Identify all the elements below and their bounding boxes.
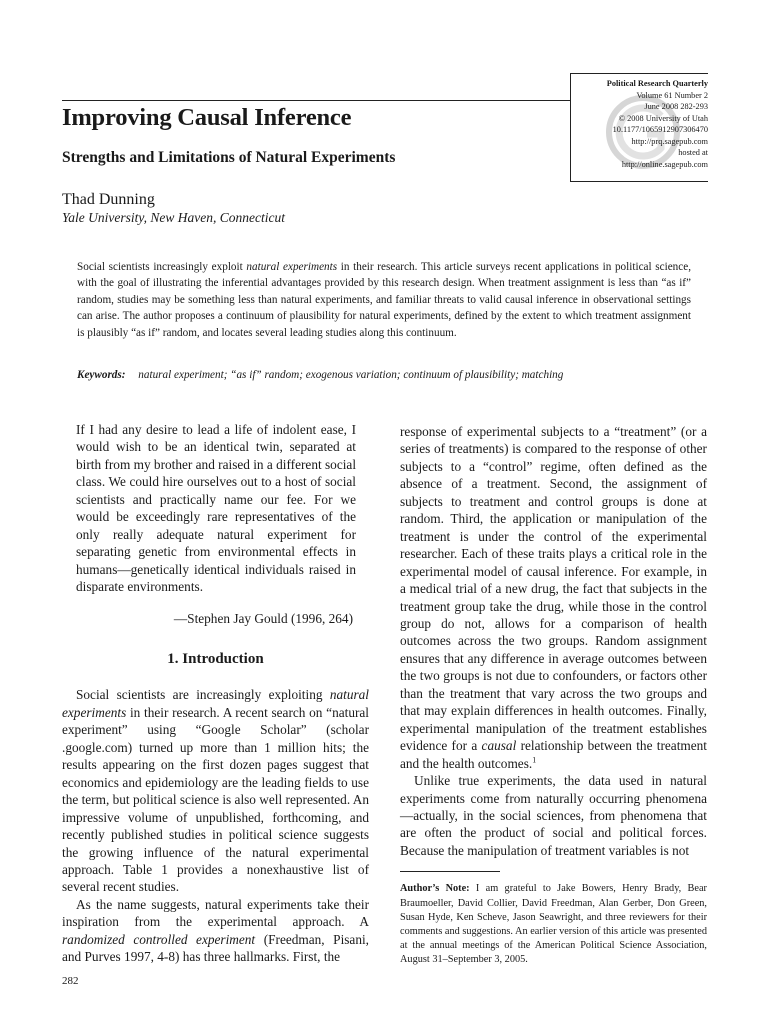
abstract-text-b: in their research. This article surveys recent applications in political science, with the goal of illustrating the inferential advantages provided by this research design. When treatment assignment is less than “as if” random, studies may be something less than natural experiments, and familiar threats to valid causal inference in observational settings can arise. The author proposes a continuum of plausibility for natural experiments, defined by the extent to which treatment assignment is plausibly “as if” random, and locates several leading studies along this continuum. — [77, 261, 691, 339]
page-number: 282 — [62, 975, 79, 987]
footnote-rule — [400, 871, 500, 872]
abstract — [77, 259, 691, 341]
journal-name: Political Research Quarterly — [606, 79, 708, 88]
footnote-marker[interactable]: 1 — [532, 755, 537, 765]
journal-doi: 10.1177/1065912907306470 — [612, 125, 708, 134]
keywords-label: Keywords: — [77, 369, 126, 381]
right-p1-b: relationship between the treatment and the health outcomes. — [400, 738, 707, 771]
intro-p2-a: As the name suggests, natural experiments take their inspiration from the experimental approach. A — [62, 896, 369, 930]
journal-hosted: hosted at — [678, 148, 708, 157]
intro-p2-b: (Freedman, Pisani, and Purves 1997, 4-8) has three hallmarks. First, the — [62, 931, 370, 965]
abstract-italic: natural experiments — [246, 261, 338, 273]
left-column — [62, 421, 369, 966]
article-subtitle: Strengths and Limitations of Natural Experiments — [62, 149, 396, 166]
keywords — [77, 369, 697, 381]
right-p1-italic: causal — [481, 738, 517, 754]
right-paragraph-1 — [400, 423, 707, 772]
author-name: Thad Dunning — [62, 191, 155, 208]
journal-date-pages: June 2008 282-293 — [644, 102, 708, 111]
article-title: Improving Causal Inference — [62, 104, 352, 131]
section-heading: 1. Introduction — [167, 650, 264, 667]
intro-paragraph-2 — [62, 896, 369, 966]
right-p1-a: response of experimental subjects to a “treatment” (or a series of treatments) is compared to the response of other subjects to a “control” regime, often defined as the absence of a treatment. Second, the assignment of subjects to treatment and control groups is done at random. Third, the application or manipulation of the treatment is under the control of the experimental researcher. Each of these traits plays a critical role in the experimental model of causal inference. For example, in a medical trial of a new drug, the fact that subjects in the treatment group take the drug, while those in the control group do not, allows for a comparison of health outcomes across the two groups. Random assignment ensures that any difference in average outcomes between the two groups is not due to confounders, or factors other than the treatment that vary across the two groups and that may explain differences in health outcomes. Finally, experimental manipulation of the treatment establishes evidence for a — [400, 424, 707, 754]
header-rule-bottom — [570, 181, 708, 182]
journal-host-url[interactable]: http://online.sagepub.com — [621, 159, 708, 169]
journal-volume: Volume 61 Number 2 — [636, 90, 708, 100]
intro-p1-italic: natural experiments — [62, 687, 369, 720]
journal-info — [568, 78, 708, 170]
journal-copyright: © 2008 University of Utah — [618, 113, 708, 123]
epigraph-attribution: —Stephen Jay Gould (1996, 264) — [173, 610, 353, 626]
intro-p2-italic: randomized controlled experiment — [62, 931, 256, 947]
intro-p1-b: in their research. A recent search on “natural experiment” using “Google Scholar” (scholar .google.com) turned up more than 1 million hits; the results appearing on the first dozen pages suggest that economics and epidemiology are the leading fields to use the term, but political science is also well represented. An impressive volume of unpublished, forthcoming, and recently published studies in political science suggests the growing influence of the natural experimental approach. Table 1 provides a nonexhaustive list of several recent studies. — [62, 704, 369, 895]
author-affiliation: Yale University, New Haven, Connecticut — [62, 210, 285, 225]
intro-paragraph-1 — [62, 686, 369, 895]
author-note-label: Author’s Note: — [400, 883, 470, 895]
right-column — [400, 423, 707, 968]
journal-url[interactable]: http://prq.sagepub.com — [631, 136, 708, 146]
keywords-value: natural experiment; “as if” random; exogenous variation; continuum of plausibility; matching — [138, 369, 564, 381]
author-note-text: I am grateful to Jake Bowers, Henry Brady, Bear Braumoeller, David Collier, David Freedman, Alan Gerber, Don Green, Susan Hyde, Ken Scheve, Jason Seawright, and three reviewers for their comments and suggestions. An earlier version of this article was presented at the annual meetings of the American Political Science Association, August 31–September 3, 2005. — [400, 883, 707, 966]
author-note — [400, 882, 707, 967]
title-rule — [62, 100, 570, 101]
intro-p1-a: Social scientists are increasingly exploiting — [76, 687, 330, 703]
right-paragraph-2: Unlike true experiments, the data used in natural experiments come from naturally occurring phenomena—actually, in the social sciences, from phenomena that are often the product of social and political forces. Because the manipulation of treatment variables is not — [400, 773, 707, 858]
abstract-text-a: Social scientists increasingly exploit — [77, 261, 247, 273]
epigraph: If I had any desire to lead a life of indolent ease, I would wish to be an identical twin, separated at birth from my brother and raised in a different social class. We could hire ourselves out to a host of social scientists and practically name our fee. For we would be exceedingly rare representatives of the only really adequate natural experiment for separating genetic from environmental effects in humans—genetically identical individuals raised in disparate environments. — [76, 422, 357, 595]
header-rule-top — [570, 73, 708, 74]
